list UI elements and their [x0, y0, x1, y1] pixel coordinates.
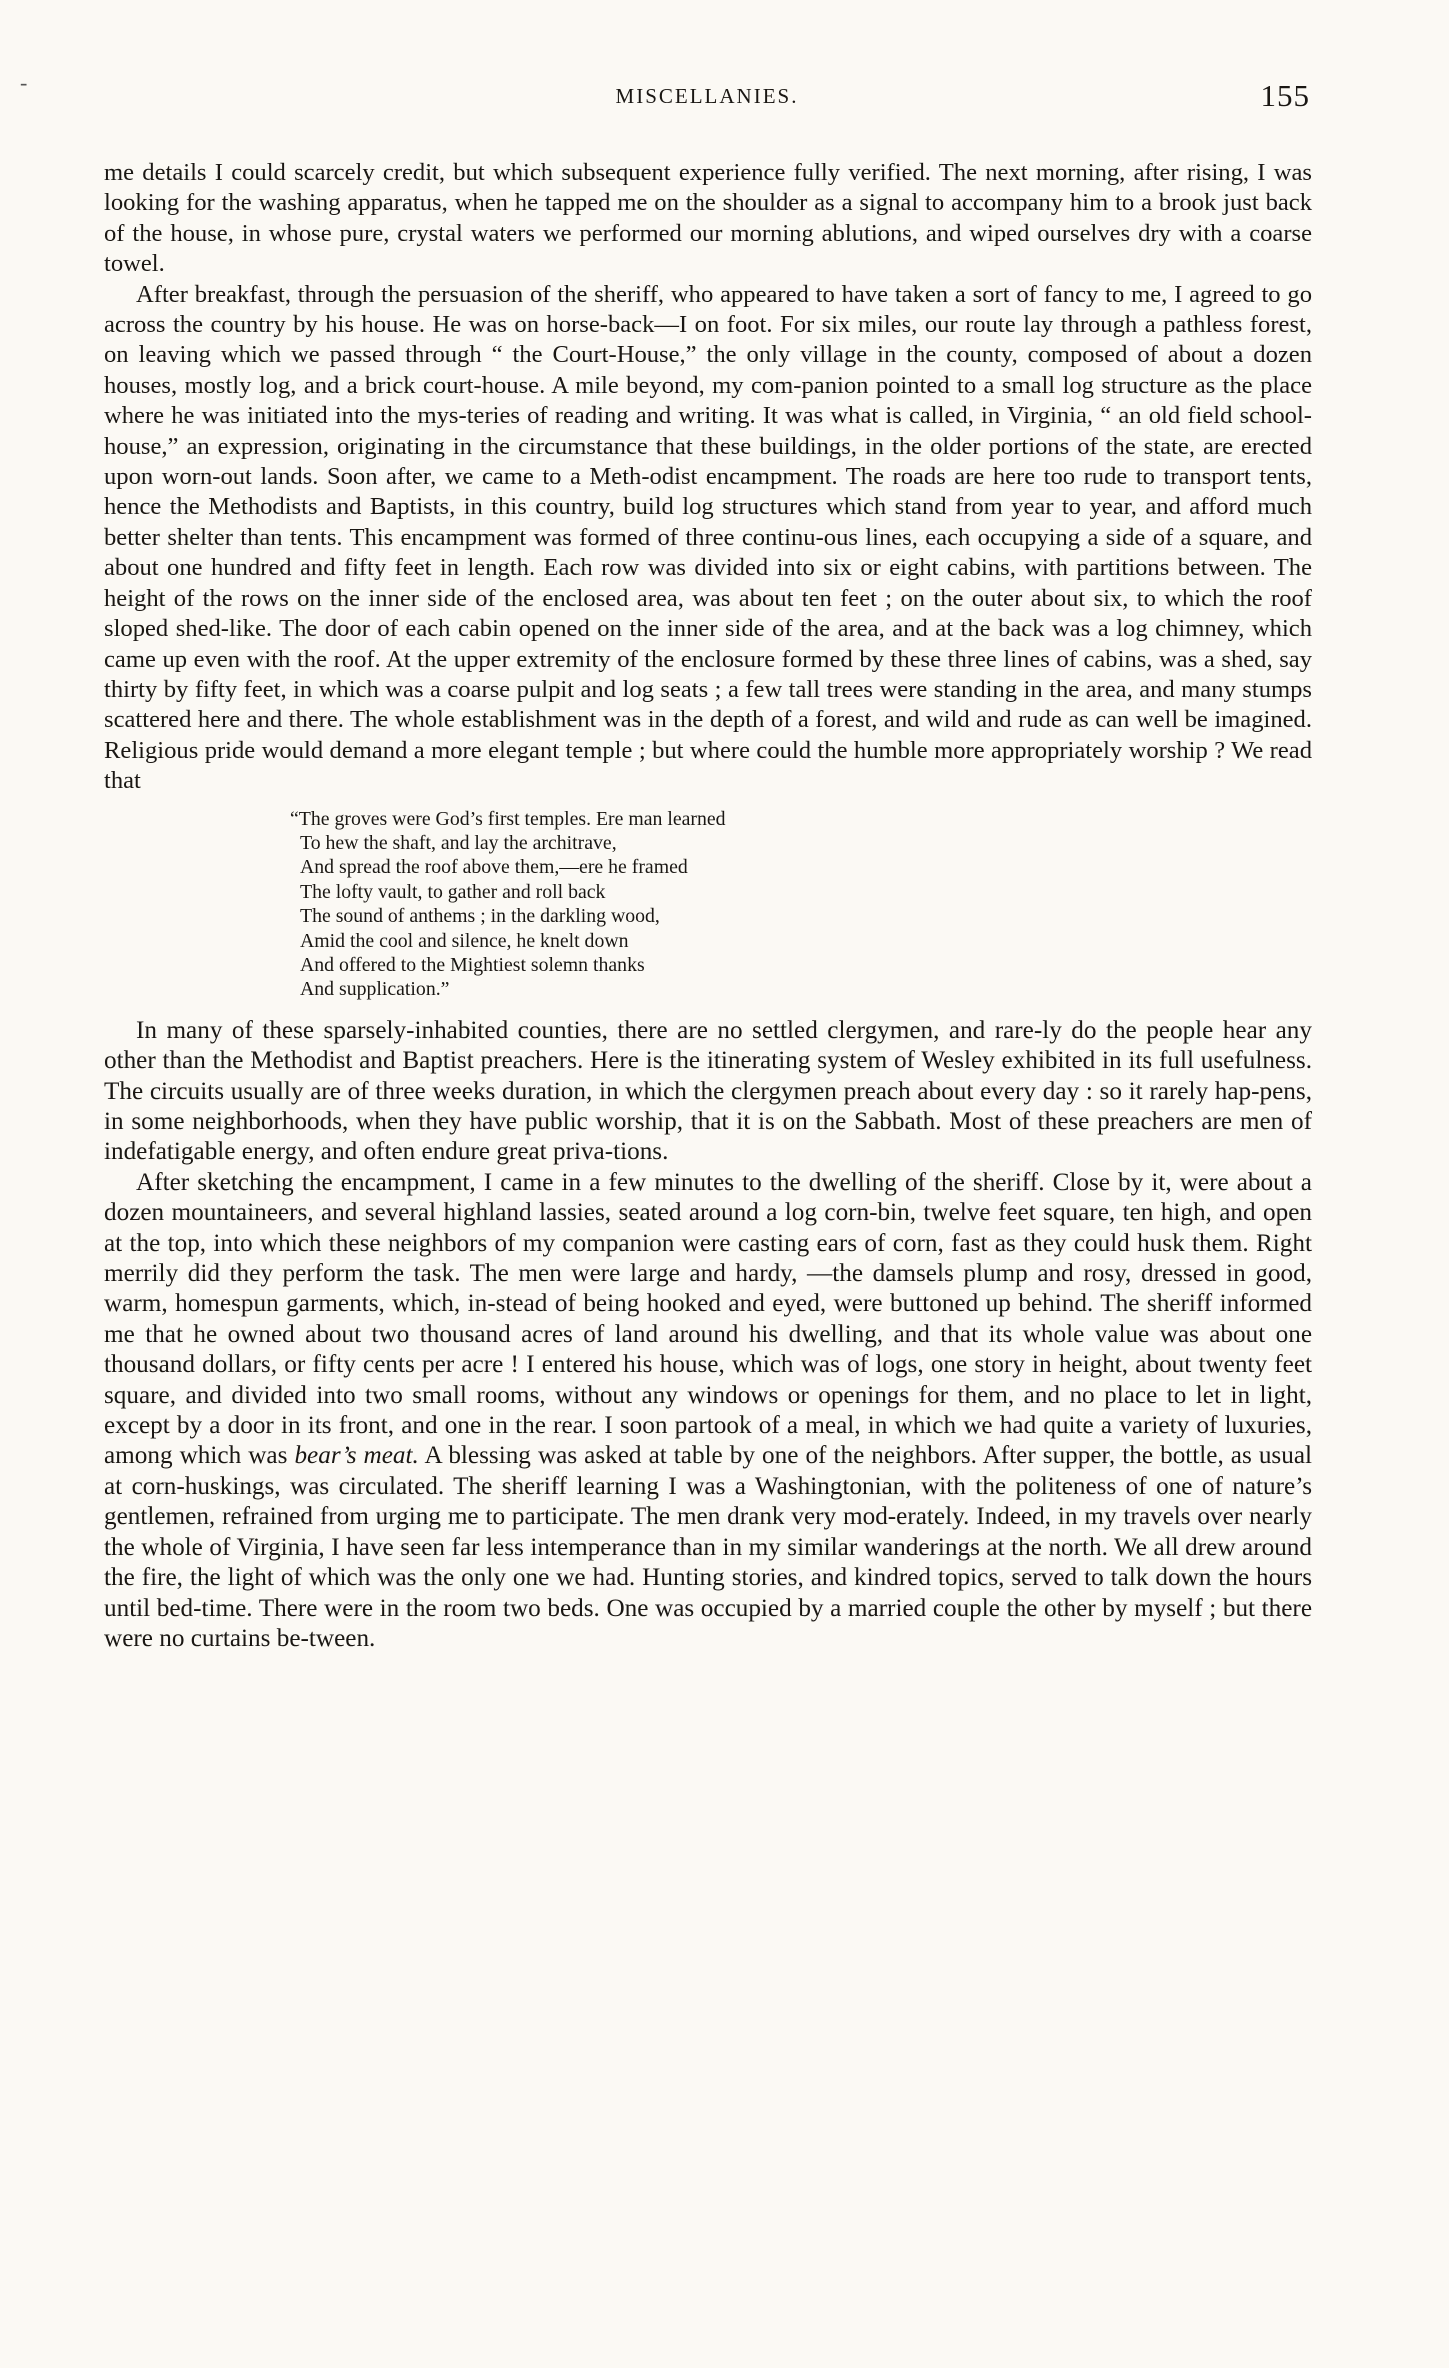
paragraph-3: In many of these sparsely-inhabited counties, there are no settled clergymen, and rare-ly do the people hear any other than the Methodist and Baptist preachers. Here is the itinerating system of Wesley exhibited in its full usefulness. The circuits usually are of three weeks duration, in which the clergymen preach about every day : so it rarely hap-pens, in some neighborhoods, when they have public worship, that it is on the Sabbath. Most of these preachers are men of indefatigable energy, and often endure great priva-tions. — [104, 1016, 1312, 1166]
poem-line: The lofty vault, to gather and roll back — [300, 880, 606, 903]
body-text — [104, 158, 1312, 1654]
running-head — [104, 78, 1310, 118]
poem-line: And spread the roof above them,—ere he framed — [300, 856, 688, 879]
poem-line: And supplication.” — [300, 978, 450, 1001]
running-title: MISCELLANIES. — [615, 84, 799, 108]
paragraph-4-italic: bear’s meat. — [294, 1442, 419, 1470]
poem-line: The sound of anthems ; in the darkling wood, — [300, 905, 660, 928]
paragraph-2: After breakfast, through the persuasion of the sheriff, who appeared to have taken a sort of fancy to me, I agreed to go across the country by his house. He was on horse-back—I on foot. For six miles, our route lay through a pathless forest, on leaving which we passed through “ the Court-House,” the only village in the county, composed of about a dozen houses, mostly log, and a brick court-house. A mile beyond, my com-panion pointed to a small log structure as the place where he was initiated into the mys-teries of reading and writing. It was what is called, in Virginia, “ an old field school-house,” an expression, originating in the circumstance that these buildings, in the older portions of the state, are erected upon worn-out lands. Soon after, we came to a Meth-odist encampment. The roads are here too rude to transport tents, hence the Methodists and Baptists, in this country, build log structures which stand from year to year, and afford much better shelter than tents. This encampment was formed of three continu-ous lines, each occupying a side of a square, and about one hundred and fifty feet in length. Each row was divided into six or eight cabins, with partitions between. The height of the rows on the inner side of the enclosed area, was about ten feet ; on the outer about six, to which the roof sloped shed-like. The door of each cabin opened on the inner side of the area, and at the back was a log chimney, which came up even with the roof. At the upper extremity of the enclosure formed by these three lines of cabins, was a shed, say thirty by fifty feet, in which was a coarse pulpit and log seats ; a few tall trees were standing in the area, and many stumps scattered here and there. The whole establishment was in the depth of a forest, and wild and rude as can well be imagined. Religious pride would demand a more elegant temple ; but where could the humble more appropriately worship ? We read that — [104, 280, 1312, 795]
poem-line: Amid the cool and silence, he knelt down — [300, 929, 629, 952]
paragraph-1: me details I could scarcely credit, but which subsequent experience fully verified. The next morning, after rising, I was looking for the washing apparatus, when he tapped me on the shoulder as a signal to accompany him to a brook just back of the house, in whose pure, crystal waters we performed our morning ablutions, and wiped ourselves dry with a coarse towel. — [104, 159, 1312, 278]
paragraph-4-text-b: A blessing was asked at table by one of the neighbors. After supper, the bottle, as usual at corn-huskings, was circulated. The sheriff learning I was a Washingtonian, with the politeness of one of nature’s gentlemen, refrained from urging me to participate. The men drank very mod-erately. Indeed, in my travels over nearly the whole of Virginia, I have seen far less intemperance than in my similar wanderings at the north. We all drew around the fire, the light of which was the only one we had. Hunting stories, and kindred topics, served to talk down the hours until bed-time. There were in the room two beds. One was occupied by a married couple the other by myself ; but there were no curtains be-tween. — [104, 1442, 1313, 1652]
poem-quotation — [290, 807, 1312, 1002]
paragraph-4 — [104, 1168, 1312, 1655]
paragraph-4-text-a: After sketching the encampment, I came in a few minutes to the dwelling of the sheriff. Close by it, were about a dozen mountaineers, and several highland lassies, seated around a log corn-bin, twelve feet square, ten high, and open at the top, into which these neighbors of my companion were casting ears of corn, fast as they could husk them. Right merrily did they perform the task. The men were large and hardy, —the damsels plump and rosy, dressed in good, warm, homespun garments, which, in-stead of being hooked and eyed, were buttoned up behind. The sheriff informed me that he owned about two thousand acres of land around his dwelling, and that its whole value was about one thousand dollars, or fifty cents per acre ! I entered his house, which was of logs, one story in height, about twenty feet square, and divided into two small rooms, without any windows or openings for them, and no place to let in light, except by a door in its front, and one in the rear. I soon partook of a meal, in which we had quite a variety of luxuries, among which was — [104, 1168, 1312, 1470]
poem-line: And offered to the Mightiest solemn thanks — [300, 953, 645, 976]
poem-line: To hew the shaft, and lay the architrave, — [300, 831, 617, 854]
margin-mark: - — [20, 70, 28, 95]
poem-line: “The groves were God’s first temples. Ere man learned — [290, 807, 726, 830]
page-number: 155 — [1260, 78, 1310, 113]
